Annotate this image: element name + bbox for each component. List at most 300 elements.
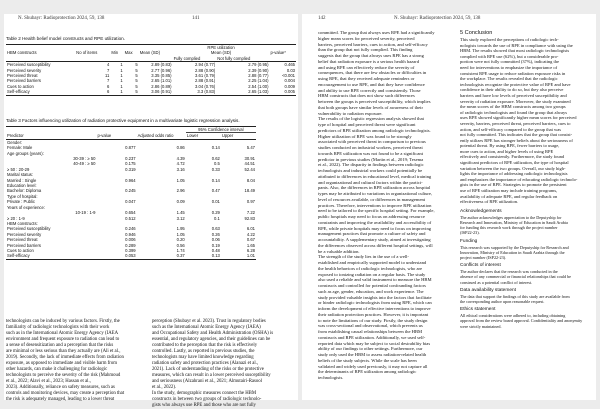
table-cell: 44.51 [244,161,255,167]
table-cell: 3.16 [176,166,185,172]
table-cell: 6.28 [246,247,255,253]
text-line: constructs and controlled for potential confounding factors [318,283,426,288]
construct-name: Perceived susceptibility [7,62,51,68]
text-line: et al., 2022). [152,385,177,390]
table-cell: 3.61 (0.79) [195,73,216,79]
table-cell: 0.465 [284,62,295,68]
right-column-2 [460,30,594,329]
text-line: variation between the two groups. Overall, our study high- [460,165,566,171]
table-cell: 6.01 [246,226,255,232]
running-header-right: N. Shubayr: Radioprotection 2024, 59, 138 [394,16,481,21]
table-cell: 1.65 [246,242,255,248]
text-line: lights the importance of addressing radiologic technologists [460,171,568,177]
text-line: This research was supported by the Deputyship for Research and [460,244,569,250]
table-row [6,62,296,68]
table-cell: 0.97 [246,199,255,205]
table-cell: 2.54 (1.00) [248,83,269,89]
text-line: such as in the International Atomic Energy Agency (IAEA [6,331,119,336]
text-line: effectively and consistently. Furthermore, the study found [460,154,565,160]
table-cell: 0.1 [214,215,220,221]
table-cell: 0.009 [284,83,295,89]
construct-name: Perceived barriers [7,78,41,84]
table-3-caption: Table 3 Factors influencing utilization of radiation protective equipment in a multivariate logistic regression analysis. [6,118,240,123]
text-line: also used a reliable and valid instrument to measure the HBM [318,277,432,283]
text-line: constraints and improving the availability and accessibility of [318,219,432,225]
table-row [6,89,296,95]
text-line: the mean scores of the HBM constructs among two groups [460,104,566,110]
table-cell: 0.964 [125,177,136,183]
predictor-label: ≥ 50 : 20-29 [7,166,30,172]
text-line: need for interventions to emphasize the importance of [460,64,558,70]
text-line: consistent RPE usage to reduce radiation exposure risks in [460,70,566,76]
table-cell: 0.319 [125,166,136,172]
table-cell: 0.237 [125,156,136,162]
table-cell: 2.65 (1.01) [151,78,172,84]
table-cell: 6 [107,83,110,89]
text-line: and Occupational Safety and Health Administration (OSHA) is [152,331,274,336]
text-line: technologists to perceive the severity of the risk (Mahmoud [6,373,121,378]
t2-col-not-fully: Not fully complied [217,55,251,61]
text-line: complied with RPE use (62%), but a considerable pro- [460,53,559,59]
table-cell: 0.56 [176,242,185,248]
table-cell: 5 [135,83,138,89]
table-2 [6,44,296,96]
text-line: for funding this research work through the project number [460,225,558,231]
text-line: The strength of the study lies in the use of a well- [318,254,409,260]
table-cell: 0.26 [211,231,220,237]
table-cell: 0.006 [125,237,136,243]
table-cell: 0.14 [211,177,220,183]
table-cell: 0.654 [125,210,136,216]
table-cell: 6 [107,89,110,95]
text-line: and emphasizes the importance of educating radiologic technolo- [460,176,578,182]
text-line: exposure, as opposed to immediate and visible harm from [6,361,117,366]
text-line: associated with perceived threat in comparison to previous [318,139,426,145]
table-cell: 0.29 [211,210,220,216]
predictor-label: Female: Male [7,145,33,151]
right-page [302,14,596,400]
text-line: The data that support the findings of this study are available from [460,293,570,299]
table-2-caption: Table 2 Health belief model constructs and RPE utilization. [6,36,125,41]
predictor-label: Private : Public [7,199,35,205]
text-line: The author acknowledges appreciation to the Deputyship for [460,214,562,220]
table-cell: 2.77 (0.96) [151,67,172,73]
text-line: In the study, demographic measures connect the HBM [152,391,257,396]
predictor-label: Gender: [7,139,23,145]
text-line: suggests that the group that always uses RPE has a strong [318,53,424,58]
table-cell: 1 [120,67,123,73]
text-line: consequences, that there are few obstacles or difficulties in [318,70,427,76]
table-cell: 0.01 [211,199,220,205]
text-line: nologists towards the use of RPE in compliance with using the [460,42,573,48]
page-number-left: 141 [192,16,200,21]
text-line: to note the limitations of our study. Firstly, the study design [318,317,428,323]
text-line: approval from the review board approval. Confidentiality and anonymity [460,318,583,324]
text-line: severity of radiation exposure. Moreover, the study examined [460,98,571,104]
table-cell: 0.47 [211,188,220,194]
table-cell: 2.94 (0.77) [195,62,216,68]
text-line: potential threat. By using RPE, fewer barriers to usage, [460,143,560,149]
text-line: the determinants of RPE utilization among radiologic [318,369,417,375]
text-line: uses RPE showed significantly higher mean scores for perceived [460,115,577,121]
table-cell: 7.22 [246,210,255,216]
text-line: HBM constructs that does not show such differences [318,93,415,99]
table-row [6,226,256,231]
conclusion-text [460,37,594,205]
predictor-label: Perceived severity [7,231,42,237]
text-line: controls and monitoring devices, may create a perception that [6,391,125,396]
text-line: portion were not fully committed (37%), indicating the [460,59,559,65]
text-line: committed. The group that always uses RPE had a significantly [318,30,435,35]
text-line: technologists and industrial workers could potentially be [318,168,423,173]
acknowledgements-heading: Acknowledgements [460,208,502,214]
left-page [4,14,298,408]
text-line: construed as a potential conflict of interest. [460,279,533,285]
text-line: and ability to use RPE correctly and consistently. Those [318,87,421,93]
text-line: constructs in between two groups of radiologic technolo- [152,397,262,402]
text-line: type of hospital and perceived threat were significant [318,122,416,127]
text-line: between the groups is perceived susceptibility, which implies [318,99,431,104]
table-cell: 2.79 (0.95) [248,62,269,68]
predictor-label: Type of hospital: [7,193,38,199]
text-line: their radiation protection practices. However, it is important [318,311,429,317]
t3-col-lower: Lower [186,133,199,139]
table-cell: 0.245 [125,188,136,194]
t3-col-predictor: Predictor [7,133,24,139]
table-cell: 0.09 [176,199,185,205]
text-line: RPE, while private hospitals may need to focus on improving [318,225,432,231]
text-line: (ISP22-23). [460,230,480,236]
acknowledgements-text [460,215,594,236]
table-cell: 3.35 (0.85) [151,73,172,79]
text-line: ability of our findings to other settings. Furthermore, our [318,346,423,352]
predictor-label: 30-39 : ≥ 50 [73,156,96,162]
text-line: types may be attributed to variations in organizational culture, [318,191,433,196]
table-cell: 2.88 (0.91) [195,78,216,84]
table-cell: 3.12 [176,215,185,221]
t2-col-min: Min [111,50,119,56]
predictor-label: Years of experience: [7,204,46,210]
text-line: encouragement to use RPE, and that they have confidence [318,81,425,87]
table-cell: 1.05 [176,231,185,237]
data-availability-text [460,294,594,304]
table-cell: 1.01 [246,253,255,259]
text-line: technologists may have limited knowledge regarding [152,355,254,360]
text-line: controlled. Lastly, as reported in previous studies, the [152,349,255,354]
text-line: et al., 2022; Alavi et al., 2023; Hassan et al., [6,379,91,384]
text-line: need to be tailored to the specific hospital setting. For example, [318,208,435,214]
text-line: environment and frequent exposure to radiation can lead to [6,337,120,342]
t2-group-sub: Mean (SD) [210,50,232,56]
text-line: availability of adequate RPE, and regular feedback on [460,193,558,199]
text-line: reported data which may be subject to social desirability bias [318,340,431,346]
table-cell: 5 [135,78,138,84]
table-row [6,253,256,259]
table-cell: 0.946 [125,231,136,237]
text-line: study provided valuable insights into the factors that facilitate [318,294,432,300]
t3-col-upper: Upper [221,133,234,139]
table-cell: 0.004 [284,78,295,84]
conflicts-text [460,269,594,285]
text-line: belief that radiation exposure is a serious health hazard [318,58,420,64]
table-cell: 5 [135,67,138,73]
predictor-label: Perceived susceptibility [7,226,51,232]
text-line: contributed to the perception that the risk is effectively [152,343,258,348]
table-cell: 0.5 [214,161,220,167]
table-cell: 0.63 [211,226,220,232]
table-cell: 18.49 [244,188,255,194]
construct-name: Perceived severity [7,67,42,73]
text-line: technologists can be induced by various factors. Firstly, the [6,319,120,324]
text-line: predictor in previous studies (Martin et al., 2019; Tesema [318,156,424,162]
text-line: were strictly maintained. [460,323,502,329]
text-line: barriers, perceived barriers, cues to action, and self-efficacy [318,41,428,47]
table-cell: 2.65 (1.03) [248,89,269,95]
table-cell: 5.47 [246,145,255,151]
predictor-label: Cues to action [7,247,34,253]
text-line: constructs and RPE utilization. Additionally, we used self- [318,334,426,340]
text-line: barriers and have low levels of perceived susceptibility and [460,92,567,98]
t3-col-aor: Adjusted odds ratio [137,133,174,139]
text-line: gists who always use RPE and those who are not fully [152,403,256,408]
ethics-text [460,313,594,329]
table-cell: 4.72 [176,161,185,167]
t2-col-mean: Mean (SD) [139,50,160,56]
text-line: action, and self-efficacy compared to the group that was [460,126,562,132]
t2-group-label: RPE utilization [207,45,235,50]
table-cell: 0.005 [284,89,295,95]
text-line: that both groups have similar levels of awareness of their [318,104,423,110]
table-cell: 0.877 [125,145,136,151]
table-cell: 92.83 [244,215,255,221]
left-body-column-2 [152,319,294,409]
table-cell: 1 [120,62,123,68]
text-line: radiation safety and protection practices (Alanazi et al., [152,361,259,366]
table-cell: 0.37 [176,253,185,259]
text-line: All ethical considerations were adhered to, including obtaining [460,313,566,319]
text-line: and organizational and cultural factors within the partici- [318,179,423,185]
text-line: gists in the use of RPE. Strategies to promote the persistent [460,182,567,188]
text-line: be a valuable addition. [318,248,360,254]
table-cell: 0.67 [246,237,255,243]
text-line: The author declares that the research was conducted in the [460,269,558,275]
table-3 [6,126,256,260]
t2-col-pvalue: p-value* [270,50,286,56]
text-line: the workplace. The results revealed that the radiologic [460,76,558,82]
text-line: such as the International Atomic Energy Agency (IAEA) [152,325,261,330]
table-cell: 7 [107,78,110,84]
table-cell: 1.74 [176,247,185,253]
text-line: This study explored the perceptions of radiologic tech- [460,37,559,42]
text-line: higher mean scores for perceived severity, perceived [318,35,415,41]
table-cell: 1.45 [176,210,185,216]
table-cell: 4.39 [176,156,185,162]
text-line: et al., 2022). The disparity in findings between radiologic [318,162,424,168]
predictor-label: Married : Single [7,177,37,183]
text-line: beliefs of the study subjects. While the scale has been [318,357,417,363]
page-number-right: 142 [318,16,326,21]
table-cell: 2.88 (0.90) [195,67,216,73]
text-line: predictors of RPE utilization among radiologic technologists. [318,127,431,133]
table-cell: 11 [105,73,110,79]
table-cell: 3.06 (0.91) [151,89,172,95]
text-line: study only used the HBM to assess radiation-related health [318,352,427,357]
ethics-heading: Ethics statement [460,307,496,313]
table-cell: 2.25 (1.04) [248,78,269,84]
text-line: vulnerability to radiation exposure. [318,110,383,116]
text-line: familiarity of radiologic technologists with their work [6,325,110,330]
text-line: Higher utilization of RPE was found to be strongly [318,133,412,139]
funding-text [460,245,594,261]
table-cell: 7 [107,67,110,73]
text-line: severity, barriers, perceived threat, perceived barriers, cues to [460,120,571,126]
text-line: such as age, gender, education, and work experience. The [318,288,424,294]
table-cell: 4 [107,62,110,68]
predictor-label: 10-19 : 1-9 [75,210,96,216]
construct-name: Perceived threat [7,73,38,79]
table-cell: 30.91 [244,156,255,162]
t2-col-items: No of items [76,50,98,56]
construct-name: Self-efficacy [7,89,30,95]
table-cell: 3.04 (0.76) [195,83,216,89]
table-cell: 0.14 [211,145,220,151]
table-cell: 0.399 [125,247,136,253]
t2-col-constructs: HBM constructs [7,50,37,56]
table-cell: 0.512 [125,215,136,221]
table-cell: 4.22 [246,231,255,237]
text-line: or hinder radiologic technologists from using RPE, which can [318,300,432,306]
table-cell: 0.13 [211,253,220,259]
text-line: pants. Also, the differences in RPE utilization across hospital [318,185,431,191]
right-body-column-1 [318,30,454,381]
text-line: the differences observed across different hospital settings, will [318,242,433,248]
text-line: project number (ISP22-23). [460,255,507,261]
text-line: level of resources available, or differences in management [318,196,426,202]
predictor-label: 40-49 : ≥ 50 [73,161,96,167]
text-line: and seriousness (Alzahrani et al., 2021; Almutairi-Rasool [152,379,263,384]
text-line: confidence in their ability to do so, but they also perceive [460,87,564,93]
t3-col-pvalue: p-value [97,133,112,139]
text-line: was cross-sectional and observational, which prevents us [318,323,423,329]
conclusion-heading: 5 Conclusion [460,30,493,36]
text-line: using RPE, that they received adequate reminders or [318,76,415,81]
table-cell: 0.86 [176,145,185,151]
table-cell: 2.88 (0.77) [248,73,269,79]
text-line: attributed to differences in educational level, medical training [318,173,432,179]
predictor-label: Perceived threat [7,237,38,243]
table-cell: 0.047 [125,199,136,205]
table-cell: 0.20 [176,237,185,243]
predictor-label: ≥ 20 : 1-9 [7,215,25,221]
table-cell: 0.33 [211,166,220,172]
construct-name: Cues to action [7,83,34,89]
text-line: 2021). Lack of understanding of the risks or the protective [152,367,264,372]
table-cell: 0.053 [125,253,136,259]
text-line: the risk is adequately managed, leading to a lower threat [6,397,115,402]
t2-col-max: Max [124,50,133,56]
text-line: other hazards, can make it challenging for radiologic [6,367,108,372]
table-cell: 2.39 (0.90) [248,67,269,73]
text-line: studies conducted on industrial workers, perceived threat [318,145,423,150]
table-cell: 2.89 (0.83) [151,62,172,68]
text-line: HBM. The results showed that most radiologic technologists [460,48,570,54]
funding-heading: Funding [460,238,478,244]
predictor-label: Marital status: [7,172,34,178]
table-cell: 0.06 [211,237,220,243]
predictor-label: Age groups (years): [7,150,44,156]
table-cell: 2.86 (0.89) [151,83,172,89]
table-cell: 5 [135,73,138,79]
text-line: essential, and regulatory agencies, and their guidelines can be [152,337,271,342]
text-line: exposed to ionizing radiation on a regular basis. The study [318,271,426,277]
text-line: accountability. A supplementary study, aimed at investigating [318,237,431,242]
text-line: not fully committed. This indicates that the group that consist- [460,132,573,138]
table-cell: 1.05 [176,177,185,183]
text-line: established and empirically supported model to understand [318,260,427,265]
table-cell: 52.44 [244,166,255,172]
table-cell: 1.95 [176,226,185,232]
text-line: technologists recognize the protective value of RPE and have [460,81,571,87]
table-cell: 2.96 [176,188,185,194]
table-cell: 1 [120,78,123,84]
text-line: towards RPE utilization was not found to be a significant [318,150,424,156]
predictor-label: HBM constructs: [7,220,38,226]
text-line: Research and Innovation, Ministry of Education in Saudi Arabia [460,220,568,226]
table-cell: 1 [120,83,123,89]
table-cell: 3.3 (0.83) [197,89,216,95]
table-cell: 1 [120,73,123,79]
data-availability-heading: Data availability statement [460,287,516,293]
table-cell: 0.03 [286,67,295,73]
text-line: from establishing causal relationships between the HBM [318,329,423,334]
text-line: The results of the logistic regression analysis showed that [318,116,424,122]
table-cell: 1 [120,89,123,95]
text-line: more cues to action, and higher levels of using RPE [460,148,554,154]
text-line: effectiveness of RPE utilization. [460,199,519,205]
text-line: of radiologic technologists and found the group that always [460,109,567,115]
text-line: use of RPE utilization may include training programs, [460,188,558,194]
conflicts-heading: Conflicts of interest [460,263,501,269]
table-cell: 0.246 [125,226,136,232]
text-line: ently utilizes RPE has stronger beliefs about the seriousness of [460,137,573,143]
predictor-label: Education level: [7,183,37,189]
t3-ci-label: 95% Confidence interval [186,127,256,133]
table-cell: 5 [135,62,138,68]
predictor-label: Bachelor: Diploma [7,188,42,194]
text-line: 2019). Secondly, the lack of immediate effects from radiation [6,355,124,360]
text-line: and using RPE can effectively reduce the severity of [318,64,415,70]
predictor-label: Perceived barriers [7,242,41,248]
t2-col-fully: Fully complied [173,55,201,61]
table-cell: 0.19 [211,242,220,248]
text-line: validated and widely used previously, it may not capture all [318,363,428,369]
table-cell: 0.62 [211,156,220,162]
text-line: measures, which can result in a lower perceived susceptibility [152,373,271,378]
predictor-label: Self-efficacy [7,253,30,259]
text-line: perception (Shubayr et al. 2023). Trust in regulatory bodies [152,319,266,324]
table-cell: 8.04 [246,177,255,183]
text-line: public hospitals may need to focus on addressing resource [318,214,425,219]
text-line: inform the development of effective interventions to improve [318,306,431,311]
text-line: than the group that not fully complied. This finding [318,47,413,53]
text-line: practices. Therefore, interventions to improve RPE utilization [318,202,432,208]
table-cell: 5 [135,89,138,95]
table-cell: 0.289 [125,242,136,248]
text-line: a sense of desensitization and a perception that the risks [6,343,114,348]
text-line: significant predictors of RPE utilization, the type of hospital [460,160,569,166]
text-line: Innovation, Ministry of Education in Saudi Arabia through the [460,249,565,255]
text-line: technologists. [318,375,344,380]
